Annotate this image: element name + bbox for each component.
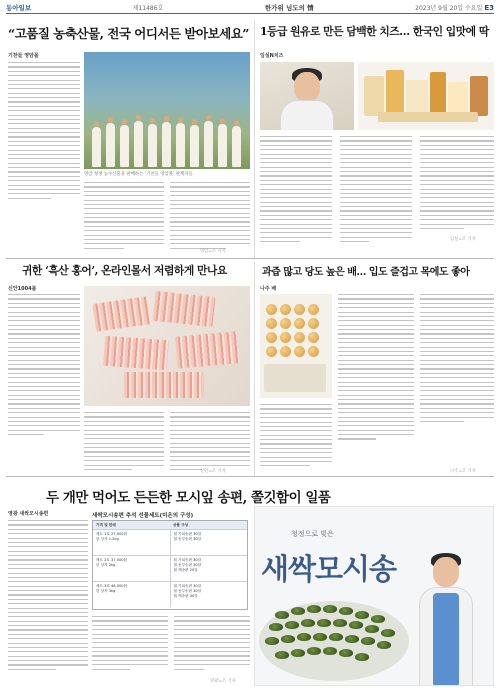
photo-caption-article-1: 영암 청정 농수산물을 판매하는 ‘기찬들 영암몰’ 관계자들.: [84, 172, 195, 177]
reporter-article-3: 신안=조 기자: [200, 469, 226, 474]
column-divider: [254, 20, 255, 258]
article-4-text-col-0: [260, 404, 332, 470]
table-row: [93, 581, 247, 607]
banner-brand-small: 청정으로 빚은: [291, 530, 334, 538]
table-cell-items: 흰 기피송편 30알 흰 동부송편 30알: [170, 530, 248, 555]
article-5-text-col-2: [92, 616, 168, 673]
photo-skate-fish: [84, 286, 250, 406]
product-table-header-price: 가격 및 판매: [96, 522, 116, 527]
reporter-article-2: 임실=조 기자: [450, 237, 476, 242]
product-table-header: [93, 521, 247, 529]
table-cell-items: 흰 기피송편 30알 흰 동부송편 30알 흰 깨송편 20알: [170, 556, 248, 581]
article-1-text-col-2: [84, 182, 164, 252]
product-table-title: 새싹모시송편 추석 선물세트(미온의 구성): [92, 513, 194, 519]
article-2-text-col-3: [420, 136, 494, 232]
headline-article-5: 두 개만 먹어도 든든한 모시잎 송편, 쫄깃함이 일품: [46, 490, 331, 506]
photo-pear-box: [260, 294, 332, 398]
headline-article-1: “고품질 농축산물, 전국 어디서든 받아보세요”: [8, 26, 249, 41]
newspaper-logo: 동아일보: [6, 4, 32, 12]
photo-cheese-products: [358, 62, 494, 130]
byline-article-4: 나주 배: [260, 286, 277, 292]
table-cell-price: 세트 1호 27,000원 한 상자 1.2kg: [96, 532, 128, 541]
article-1-text-col-1: [8, 62, 80, 202]
byline-article-2: 임실N치즈: [260, 53, 284, 59]
page-date: 2023년 9월 20일 수요일 E3: [415, 4, 494, 12]
page-header: [6, 2, 494, 14]
article-5-text-col-3: [174, 616, 250, 673]
headline-article-2: 1등급 원유로 만든 담백한 치즈… 한국인 입맛에 딱: [260, 25, 489, 38]
banner-person: [417, 547, 479, 686]
photo-cheese-ceo: [260, 62, 354, 130]
section-title: 한가위 넘도의 情: [264, 4, 314, 12]
section-divider-2: [6, 476, 494, 477]
byline-article-3: 신안1004몰: [8, 286, 37, 292]
byline-article-5: 영광 새싹모시송편: [8, 511, 49, 517]
reporter-article-4: 나주=조 기자: [450, 469, 476, 474]
headline-article-4: 과즙 많고 당도 높은 배… 입도 즐겁고 목에도 좋아: [262, 267, 470, 278]
banner-brand-big: 새싹모시송: [261, 552, 397, 586]
photo-article-1: [84, 52, 250, 169]
article-3-text-col-1: [8, 294, 80, 438]
article-3-text-col-2: [84, 412, 164, 473]
article-5-text-col-1: [8, 520, 88, 673]
product-table-header-items: 상품 구성: [173, 522, 189, 527]
table-row: [93, 529, 247, 555]
article-4-text-col-1: [338, 294, 414, 443]
page-number: E3: [484, 4, 494, 12]
byline-article-1: 기찬들 영암몰: [8, 53, 39, 59]
photo-songpyeon-banner: [254, 506, 494, 686]
article-3-text-col-3: [170, 412, 250, 473]
table-cell-price: 세트 3호 46,000원 한 상자 3kg: [96, 584, 128, 593]
reporter-article-1: 영암=조 기자: [200, 249, 226, 254]
reporter-article-5: 영광=조 기자: [210, 679, 236, 684]
article-1-text-col-3: [170, 182, 250, 252]
table-row: [93, 555, 247, 581]
headline-article-3: 귀한 ‘흑산 홍어’, 온라인몰서 저렴하게 만나요: [22, 264, 227, 277]
article-2-text-col-1: [260, 136, 332, 245]
product-table: [92, 520, 248, 610]
table-cell-items: 흰 기피송편 30알 흰 동부송편 30알 흰 깨송편 30알: [170, 582, 248, 607]
section-divider-1: [6, 258, 494, 259]
table-cell-price: 세트 2호 37,000원 한 상자 2kg: [96, 558, 128, 567]
article-4-text-col-2: [420, 294, 494, 425]
issue-number: 제11486호: [132, 5, 164, 12]
article-2-text-col-2: [340, 136, 412, 245]
column-divider-2: [254, 262, 255, 476]
